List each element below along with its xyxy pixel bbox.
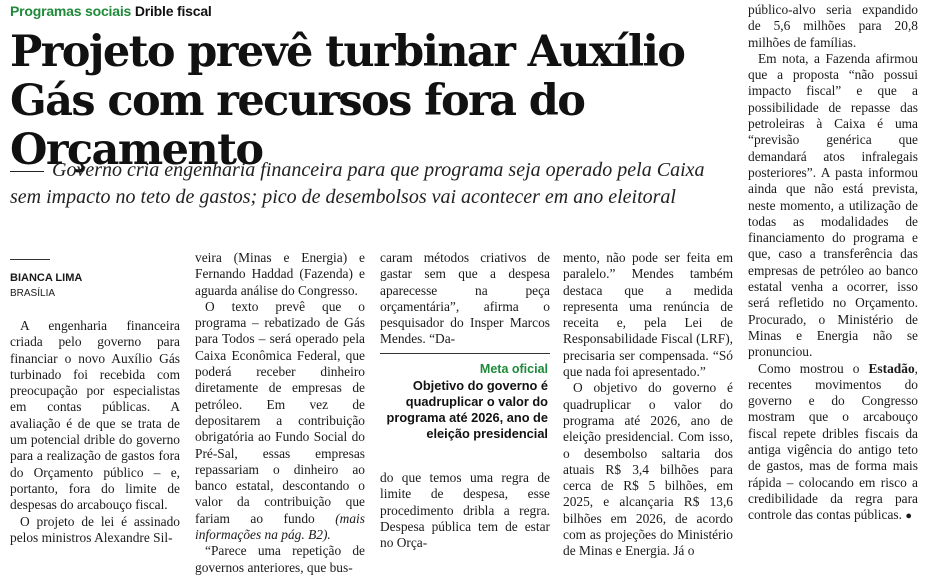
- deck: [10, 157, 730, 211]
- section-kicker: [10, 3, 212, 19]
- paragraph: do que temos uma regra de limite de despesa, esse procedimento dribla a regra. Despesa pública tem de estar no Orça-: [380, 470, 550, 551]
- paragraph: mento, não pode ser feita em paralelo.” Mendes também destaca que a medida representa uma renúncia de receita e, pela Lei de Responsabilidade Fiscal (LRF), precisaria ser compensada. “Só que nada foi apresentado.”: [563, 250, 733, 380]
- deck-dash: [10, 171, 44, 172]
- article-column-5: [748, 2, 918, 525]
- paragraph: caram métodos criativos de gastar sem que a despesa aparecesse na peça orçamentária”, afirma o pesquisador do Insper Marcos Mendes. “Da-: [380, 250, 550, 347]
- author-name: BIANCA LIMA: [10, 272, 83, 284]
- headline: Projeto prevê turbinar Auxílio Gás com recursos fora do Orçamento: [10, 27, 685, 175]
- paragraph: veira (Minas e Energia) e Fernando Haddad (Fazenda) e aguarda análise do Congresso.: [195, 250, 365, 298]
- article-column-3: [380, 250, 550, 348]
- byline: [10, 271, 82, 301]
- byline-rule: [10, 259, 50, 260]
- paragraph: público-alvo seria expandido de 5,6 milhões para 20,8 milhões de famílias.: [748, 2, 918, 50]
- pullquote-label: Meta oficial: [479, 362, 548, 376]
- pullquote-rule: [380, 353, 550, 354]
- paragraph: Em nota, a Fazenda afirmou que a proposta “não possui impacto fiscal” e que a possibilidade de repasse das petroleiras à Caixa é uma “previsão genérica que demandará atos infralegais posteriores”. A pasta informou ainda que não está prevista, neste momento, a utilização de todas as modalidades de financiamento do programa e que, caso a transferência das empresas de petróleo ao banco estatal venha a ocorrer, isso será refletido no Orçamento. Procurado, o Ministério de Minas e Energia não se pronunciou.: [748, 50, 918, 360]
- article-column-1: [10, 318, 180, 546]
- paragraph: O objetivo do governo é quadruplicar o valor do programa até 2026, ano de eleição presidencial. Com isso, o desembolso saltaria dos atuais R$ 3,4 bilhões para cerca de R$ 5 bilhões, em 2025, e alcançaria R$ 13,6 bilhões em 2026, de acordo com as projeções do Ministério de Minas e Energia. Já o: [563, 380, 733, 559]
- newspaper-name: Estadão: [868, 360, 915, 376]
- deck-text: Governo cria engenharia financeira para que programa seja operado pela Caixa sem impacto no teto de gastos; pico de desembolsos vai acontecer em ano eleitoral: [10, 159, 705, 208]
- paragraph: O projeto de lei é assinado pelos ministros Alexandre Sil-: [10, 513, 180, 545]
- paragraph: [748, 361, 918, 525]
- paragraph-text: Como mostrou o: [758, 360, 860, 376]
- pullquote-text: Objetivo do governo é quadruplicar o valor do programa até 2026, ano de eleição presidencial: [386, 378, 548, 441]
- paragraph-text: , recentes movimentos do governo e do Congresso mostram que o arcabouço fiscal repete dribles fiscais da antiga vigência do antigo teto de gastos, mas de forma mais rápida – colocando em risco a credibilidade da regra para controle das contas públicas.: [748, 360, 918, 523]
- paragraph: [195, 299, 365, 543]
- article-column-2: [195, 250, 365, 576]
- paragraph: A engenharia financeira criada pelo governo para financiar o novo Auxílio Gás turbinado foi recebida com preocupação por especialistas em contas públicas. A avaliação é de que se trata de um potencial drible do governo para a realização de gastos fora do Orçamento público – e, portanto, fora do limite de despesas do arcabouço fiscal.: [10, 318, 180, 513]
- topic-label: Drible fiscal: [134, 3, 212, 19]
- paragraph-text: O texto prevê que o programa – rebatizado de Gás para Todos – será operado pela Caixa Econômica Federal, que poderá receber dinheiro diretamente de empresas de petróleo. Em vez de depositarem a contribuição obrigatória ao Fundo Social do Pré-Sal, essas empresas repassariam o dinheiro ao banco estatal, descontando o valor da contribuição que fariam ao fundo: [195, 298, 365, 526]
- article-column-4: [563, 250, 733, 560]
- section-label: Programas sociais: [10, 3, 132, 19]
- page-reference: (mais informações na pág. B2).: [195, 510, 365, 543]
- paragraph: “Parece uma repetição de governos anteriores, que bus-: [195, 543, 365, 575]
- dateline-place: BRASÍLIA: [10, 288, 56, 299]
- end-of-article-icon: ●: [905, 510, 912, 523]
- article-column-3-continued: [380, 470, 550, 551]
